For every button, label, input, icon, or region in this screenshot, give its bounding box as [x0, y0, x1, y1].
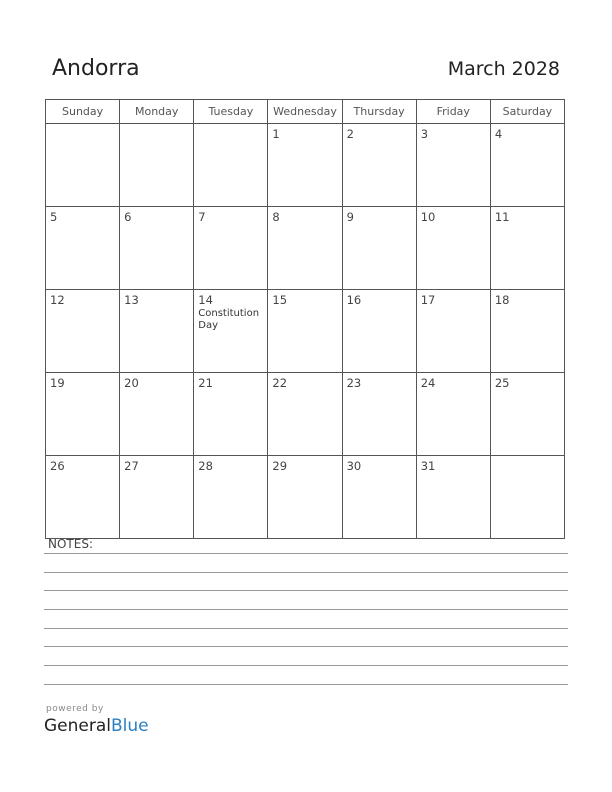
notes-line [44, 609, 568, 610]
weekday-header: Friday [416, 100, 490, 124]
day-number: 26 [50, 459, 65, 473]
day-cell [490, 207, 564, 290]
day-cell [490, 290, 564, 373]
day-number: 23 [346, 376, 362, 390]
day-number: 22 [272, 376, 288, 390]
day-number: 13 [124, 293, 139, 307]
day-number: 2 [346, 127, 354, 141]
day-number: 27 [124, 459, 139, 473]
day-cell [268, 207, 342, 290]
day-cell [342, 373, 416, 456]
day-number: 25 [494, 376, 510, 390]
day-number: 16 [346, 293, 362, 307]
day-number: 7 [198, 210, 206, 224]
brand-blue-text: Blue [111, 716, 149, 736]
day-cell [120, 373, 194, 456]
notes-line [44, 590, 568, 591]
day-number: 18 [494, 293, 510, 307]
day-cell [120, 124, 194, 207]
day-cell [46, 124, 120, 207]
day-number: 3 [420, 127, 429, 141]
day-number: 19 [50, 376, 65, 390]
day-number: 30 [346, 459, 362, 473]
day-cell [120, 456, 194, 539]
day-cell [194, 124, 268, 207]
day-number: 14 [198, 293, 213, 307]
holiday-label: Constitution Day [198, 308, 260, 331]
day-number: 12 [50, 293, 65, 307]
weekday-header: Saturday [490, 100, 564, 124]
day-number: 8 [272, 210, 280, 224]
day-cell [120, 290, 194, 373]
day-cell [268, 124, 342, 207]
day-cell [342, 124, 416, 207]
day-cell [46, 456, 120, 539]
day-cell [120, 207, 194, 290]
day-number: 15 [272, 293, 288, 307]
notes-line [44, 572, 568, 573]
day-cell [490, 124, 564, 207]
notes-line [44, 628, 568, 629]
day-cell [490, 373, 564, 456]
week-row [46, 290, 565, 373]
weekday-header-row [46, 100, 565, 124]
day-cell [342, 207, 416, 290]
notes-line [44, 553, 568, 554]
day-number: 4 [494, 127, 503, 141]
day-cell [194, 456, 268, 539]
day-cell [46, 373, 120, 456]
day-cell [194, 207, 268, 290]
day-cell [46, 207, 120, 290]
notes-label: NOTES: [48, 537, 93, 551]
day-cell [416, 207, 490, 290]
powered-by-text: powered by [46, 704, 104, 714]
day-cell [268, 290, 342, 373]
weekday-header: Wednesday [268, 100, 342, 124]
week-row [46, 373, 565, 456]
notes-line [44, 665, 568, 666]
month-calendar-grid [45, 99, 565, 539]
week-row [46, 207, 565, 290]
day-cell [342, 290, 416, 373]
day-cell [268, 373, 342, 456]
calendar-country-title: Andorra [52, 56, 140, 81]
day-cell [342, 456, 416, 539]
day-cell [194, 373, 268, 456]
day-number: 24 [420, 376, 436, 390]
day-number: 11 [494, 210, 510, 224]
weekday-header: Tuesday [194, 100, 268, 124]
day-number: 21 [198, 376, 213, 390]
day-cell [416, 373, 490, 456]
day-number: 5 [50, 210, 58, 224]
day-number: 31 [420, 459, 436, 473]
day-number: 20 [124, 376, 139, 390]
week-row [46, 124, 565, 207]
notes-line [44, 646, 568, 647]
weekday-header: Thursday [342, 100, 416, 124]
day-cell [416, 456, 490, 539]
day-number: 17 [420, 293, 436, 307]
day-number: 28 [198, 459, 213, 473]
day-cell [490, 456, 564, 539]
generalblue-logo [44, 716, 149, 736]
day-cell [268, 456, 342, 539]
day-cell [46, 290, 120, 373]
day-number: 9 [346, 210, 354, 224]
day-cell [416, 124, 490, 207]
weekday-header: Sunday [46, 100, 120, 124]
calendar-month-title: March 2028 [447, 58, 560, 80]
weekday-header: Monday [120, 100, 194, 124]
week-row [46, 456, 565, 539]
day-number: 6 [124, 210, 132, 224]
day-number: 29 [272, 459, 288, 473]
day-number: 1 [272, 127, 280, 141]
brand-general-text: General [44, 716, 111, 736]
notes-line [44, 684, 568, 685]
day-cell [416, 290, 490, 373]
day-number: 10 [420, 210, 436, 224]
day-cell [194, 290, 268, 373]
